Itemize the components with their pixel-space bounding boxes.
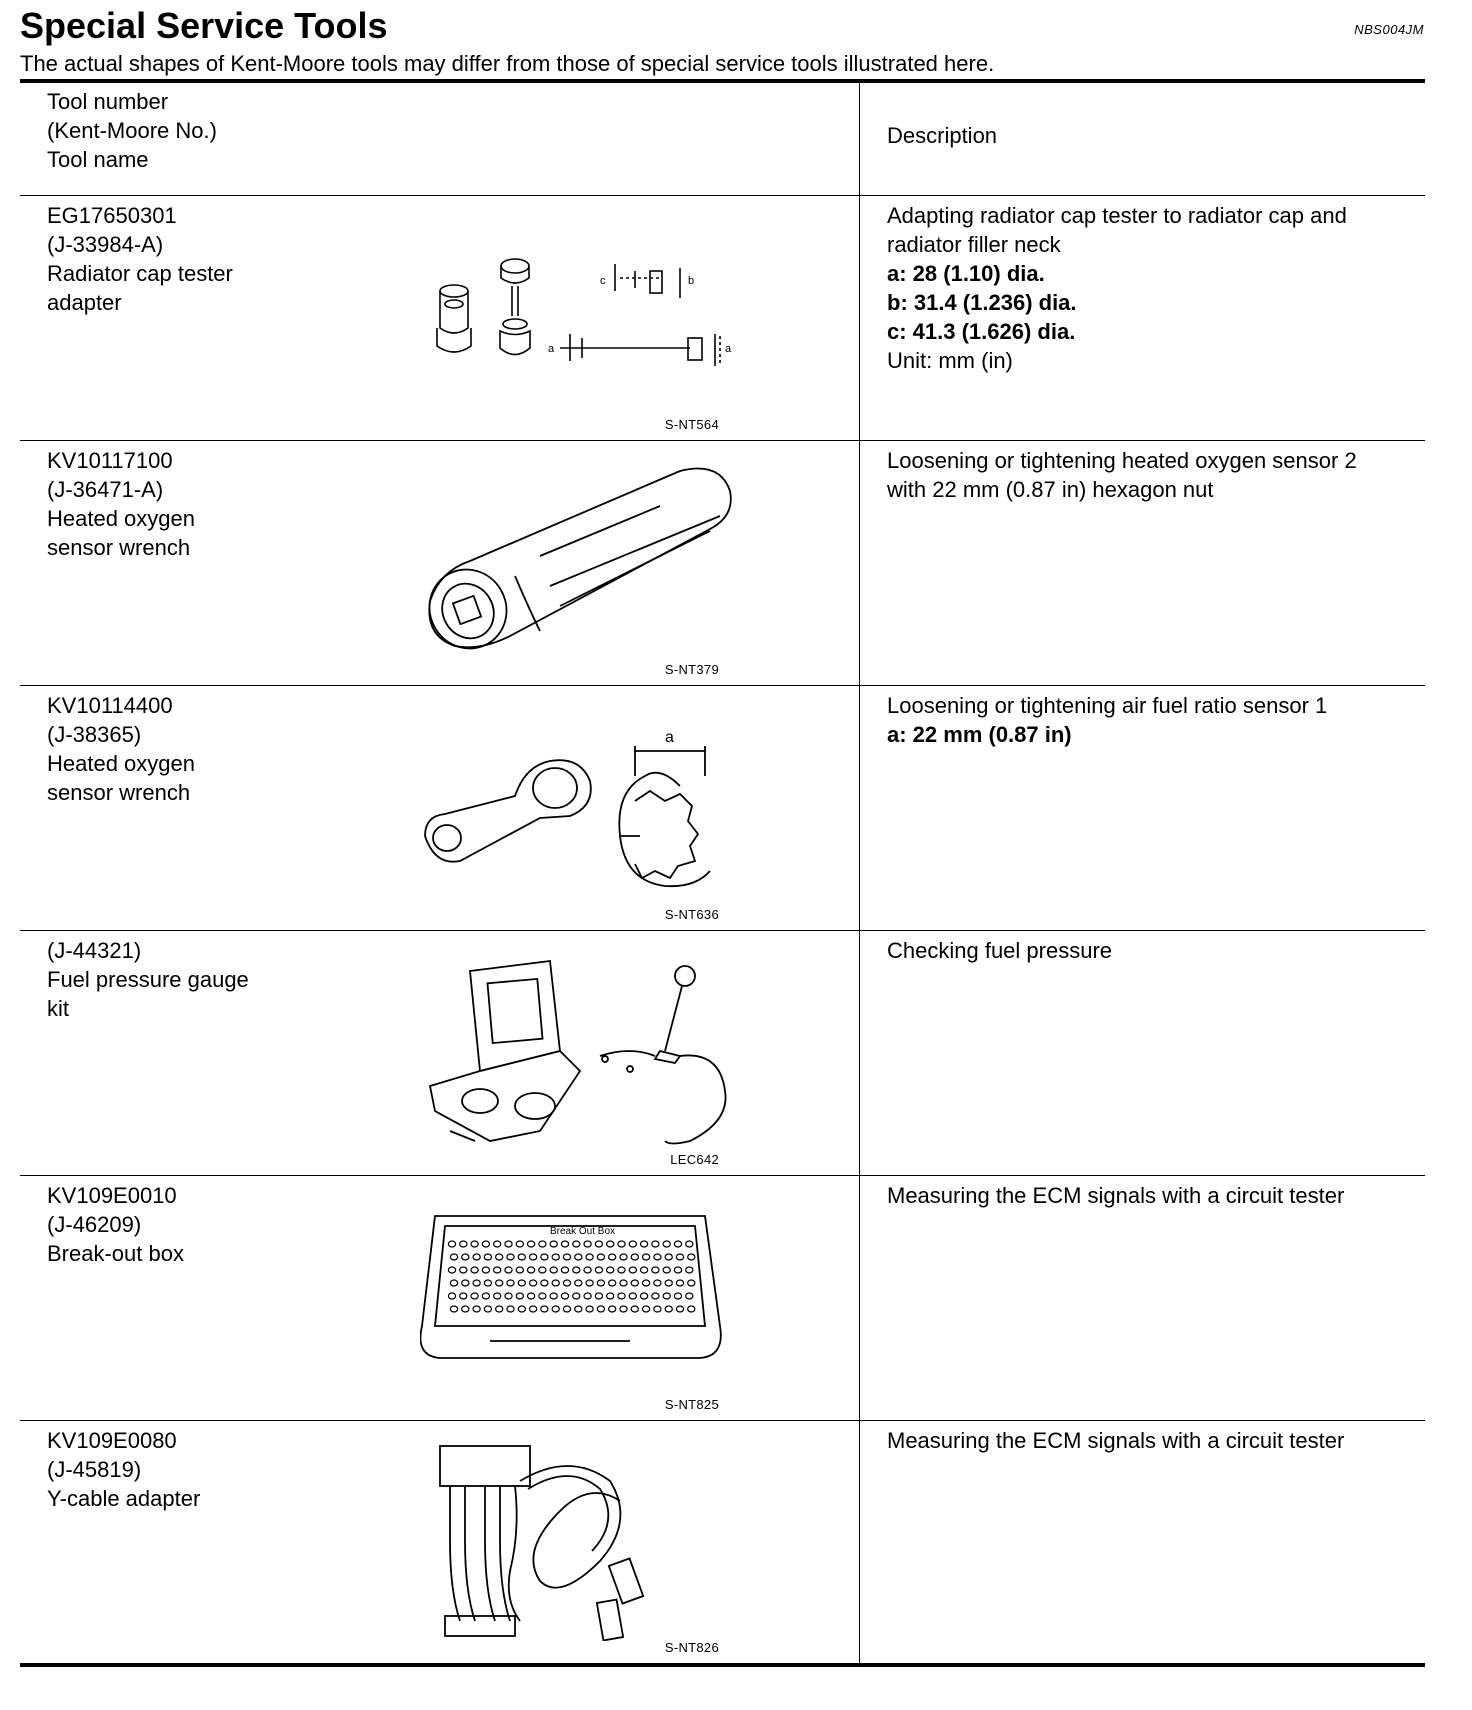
tool-name: Heated oxygen xyxy=(47,751,195,776)
connector-pin xyxy=(448,1241,455,1247)
tool-name: Radiator cap tester xyxy=(47,261,233,286)
connector-pin xyxy=(629,1293,636,1299)
tool-name-cont: sensor wrench xyxy=(47,780,191,805)
connector-pin xyxy=(663,1241,670,1247)
connector-pin xyxy=(688,1254,695,1260)
description-cell xyxy=(860,196,1425,440)
description-cell xyxy=(860,1176,1425,1420)
header-description: Description xyxy=(887,123,998,148)
tool-name: Heated oxygen xyxy=(47,506,195,531)
description-line: Measuring the ECM signals with a circuit tester xyxy=(887,1183,1345,1208)
fuel-pressure-gauge-kit-illustration xyxy=(420,951,780,1151)
connector-pin xyxy=(586,1306,593,1312)
connector-pin xyxy=(607,1293,614,1299)
connector-pin xyxy=(597,1280,604,1286)
connector-pin xyxy=(541,1306,548,1312)
table-row xyxy=(20,1421,1425,1663)
connector-pin xyxy=(663,1293,670,1299)
figure-code: S-NT825 xyxy=(664,1397,719,1412)
table-row xyxy=(20,196,1425,441)
connector-pin xyxy=(482,1293,489,1299)
connector-pin xyxy=(686,1293,693,1299)
connector-pin xyxy=(620,1280,627,1286)
tool-cell xyxy=(20,931,860,1175)
connector-pin xyxy=(631,1254,638,1260)
tool-cell xyxy=(20,1421,860,1663)
connector-pin xyxy=(541,1280,548,1286)
table-row xyxy=(20,931,1425,1176)
connector-pin xyxy=(473,1254,480,1260)
connector-pin xyxy=(450,1306,457,1312)
kent-moore-number: (J-46209) xyxy=(47,1212,142,1237)
connector-pin xyxy=(618,1241,625,1247)
connector-pin xyxy=(496,1254,503,1260)
document-code: NBS004JM xyxy=(1354,22,1424,37)
connector-pin xyxy=(641,1267,648,1273)
heated-oxygen-sensor-socket-illustration xyxy=(420,461,780,661)
tool-number: KV10114400 xyxy=(47,693,173,718)
connector-pin xyxy=(460,1293,467,1299)
connector-pin xyxy=(505,1241,512,1247)
kent-moore-number: (J-44321) xyxy=(47,938,142,963)
description-line: radiator filler neck xyxy=(887,232,1061,257)
table-header-row xyxy=(20,83,1425,196)
connector-pin xyxy=(448,1267,455,1273)
connector-pin xyxy=(654,1280,661,1286)
connector-pin xyxy=(575,1280,582,1286)
connector-pin xyxy=(471,1241,478,1247)
connector-pin xyxy=(530,1280,537,1286)
tool-number: KV109E0010 xyxy=(47,1183,177,1208)
connector-pin xyxy=(597,1306,604,1312)
label-a-left: a xyxy=(548,343,555,355)
connector-pin xyxy=(609,1254,616,1260)
connector-pin xyxy=(584,1293,591,1299)
connector-pin xyxy=(618,1267,625,1273)
connector-pin xyxy=(518,1254,525,1260)
connector-pin xyxy=(528,1293,535,1299)
dimension-c: c: 41.3 (1.626) dia. xyxy=(887,319,1076,344)
connector-pin xyxy=(607,1267,614,1273)
connector-pin xyxy=(473,1306,480,1312)
label-c: c xyxy=(600,275,606,287)
connector-pin xyxy=(552,1280,559,1286)
connector-pin xyxy=(471,1267,478,1273)
connector-pin xyxy=(462,1306,469,1312)
connector-pin xyxy=(552,1306,559,1312)
connector-pin xyxy=(643,1280,650,1286)
page-subtitle: The actual shapes of Kent-Moore tools may differ from those of special service tools illustrated here. xyxy=(20,51,995,76)
connector-pin xyxy=(516,1267,523,1273)
tool-name-cont: adapter xyxy=(47,290,122,315)
connector-pin xyxy=(584,1267,591,1273)
dimension-a: a: 22 mm (0.87 in) xyxy=(887,722,1072,747)
special-service-tools-table xyxy=(20,79,1425,1667)
tool-cell xyxy=(20,196,860,440)
connector-pin xyxy=(643,1306,650,1312)
connector-pin xyxy=(563,1280,570,1286)
label-a: a xyxy=(665,729,674,746)
description-cell xyxy=(860,441,1425,685)
tool-cell xyxy=(20,1176,860,1420)
kent-moore-number: (J-45819) xyxy=(47,1457,142,1482)
tool-number: EG17650301 xyxy=(47,203,177,228)
connector-pin-grid xyxy=(448,1241,695,1312)
connector-pin xyxy=(595,1293,602,1299)
connector-pin xyxy=(676,1254,683,1260)
description-line: Checking fuel pressure xyxy=(887,938,1113,963)
connector-pin xyxy=(674,1293,681,1299)
connector-pin xyxy=(654,1306,661,1312)
connector-pin xyxy=(450,1254,457,1260)
connector-pin xyxy=(528,1267,535,1273)
break-out-box-label: Break Out Box xyxy=(550,1226,616,1237)
page-title: Special Service Tools xyxy=(20,5,388,46)
connector-pin xyxy=(507,1280,514,1286)
connector-pin xyxy=(550,1293,557,1299)
kent-moore-number: (J-33984-A) xyxy=(47,232,164,257)
connector-pin xyxy=(541,1254,548,1260)
connector-pin xyxy=(539,1293,546,1299)
connector-pin xyxy=(643,1254,650,1260)
figure-code: S-NT564 xyxy=(664,417,719,432)
table-row xyxy=(20,686,1425,931)
connector-pin xyxy=(575,1254,582,1260)
connector-pin xyxy=(609,1306,616,1312)
header-kent-moore-no: (Kent-Moore No.) xyxy=(47,118,217,143)
connector-pin xyxy=(665,1254,672,1260)
connector-pin xyxy=(629,1267,636,1273)
connector-pin xyxy=(552,1254,559,1260)
connector-pin xyxy=(494,1241,501,1247)
tool-number: KV10117100 xyxy=(47,448,173,473)
connector-pin xyxy=(530,1306,537,1312)
connector-pin xyxy=(484,1306,491,1312)
description-cell xyxy=(860,686,1425,930)
dimension-b: b: 31.4 (1.236) dia. xyxy=(887,290,1077,315)
tool-name: Break-out box xyxy=(47,1241,184,1266)
connector-pin xyxy=(528,1241,535,1247)
connector-pin xyxy=(516,1293,523,1299)
connector-pin xyxy=(688,1280,695,1286)
connector-pin xyxy=(595,1241,602,1247)
connector-pin xyxy=(575,1306,582,1312)
connector-pin xyxy=(609,1280,616,1286)
table-row xyxy=(20,1176,1425,1421)
connector-pin xyxy=(462,1280,469,1286)
tool-name: Fuel pressure gauge xyxy=(47,967,249,992)
connector-pin xyxy=(652,1241,659,1247)
connector-pin xyxy=(518,1306,525,1312)
tool-number: KV109E0080 xyxy=(47,1428,177,1453)
connector-pin xyxy=(561,1267,568,1273)
connector-pin xyxy=(676,1280,683,1286)
y-cable-adapter-illustration xyxy=(420,1441,780,1641)
connector-pin xyxy=(654,1254,661,1260)
header-tool-number: Tool number xyxy=(47,89,169,114)
description-line: Adapting radiator cap tester to radiator cap and xyxy=(887,203,1347,228)
connector-pin xyxy=(496,1306,503,1312)
header-tool-name: Tool name xyxy=(47,147,149,172)
connector-pin xyxy=(595,1267,602,1273)
connector-pin xyxy=(561,1241,568,1247)
connector-pin xyxy=(505,1293,512,1299)
connector-pin xyxy=(460,1241,467,1247)
connector-pin xyxy=(448,1293,455,1299)
tool-name-cont: kit xyxy=(47,996,69,1021)
connector-pin xyxy=(629,1241,636,1247)
connector-pin xyxy=(563,1254,570,1260)
connector-pin xyxy=(482,1241,489,1247)
connector-pin xyxy=(482,1267,489,1273)
connector-pin xyxy=(573,1241,580,1247)
connector-pin xyxy=(688,1306,695,1312)
label-a-right: a xyxy=(725,343,732,355)
heated-oxygen-sensor-wrench-illustration xyxy=(420,706,780,906)
unit-note: Unit: mm (in) xyxy=(887,348,1013,373)
connector-pin xyxy=(550,1267,557,1273)
connector-pin xyxy=(641,1241,648,1247)
connector-pin xyxy=(665,1306,672,1312)
connector-pin xyxy=(550,1241,557,1247)
description-cell xyxy=(860,1421,1425,1663)
connector-pin xyxy=(641,1293,648,1299)
connector-pin xyxy=(494,1267,501,1273)
connector-pin xyxy=(484,1254,491,1260)
connector-pin xyxy=(473,1280,480,1286)
figure-code: S-NT826 xyxy=(664,1640,719,1655)
connector-pin xyxy=(631,1280,638,1286)
kent-moore-number: (J-36471-A) xyxy=(47,477,164,502)
tool-cell xyxy=(20,686,860,930)
kent-moore-number: (J-38365) xyxy=(47,722,142,747)
connector-pin xyxy=(462,1254,469,1260)
dimension-a: a: 28 (1.10) dia. xyxy=(887,261,1045,286)
connector-pin xyxy=(620,1254,627,1260)
connector-pin xyxy=(507,1254,514,1260)
connector-pin xyxy=(686,1267,693,1273)
tool-cell xyxy=(20,441,860,685)
radiator-cap-tester-adapter-illustration xyxy=(420,216,780,416)
connector-pin xyxy=(494,1293,501,1299)
table-row xyxy=(20,441,1425,686)
connector-pin xyxy=(686,1241,693,1247)
description-cell xyxy=(860,931,1425,1175)
connector-pin xyxy=(484,1280,491,1286)
connector-pin xyxy=(450,1280,457,1286)
connector-pin xyxy=(597,1254,604,1260)
tool-name-cont: sensor wrench xyxy=(47,535,191,560)
connector-pin xyxy=(652,1293,659,1299)
connector-pin xyxy=(618,1293,625,1299)
connector-pin xyxy=(516,1241,523,1247)
connector-pin xyxy=(573,1267,580,1273)
connector-pin xyxy=(674,1267,681,1273)
description-line: with 22 mm (0.87 in) hexagon nut xyxy=(887,477,1214,502)
break-out-box-illustration xyxy=(420,1196,780,1396)
figure-code: S-NT636 xyxy=(664,907,719,922)
header-tool-cell xyxy=(20,83,860,195)
connector-pin xyxy=(573,1293,580,1299)
connector-pin xyxy=(561,1293,568,1299)
connector-pin xyxy=(652,1267,659,1273)
label-b: b xyxy=(688,275,695,287)
connector-pin xyxy=(676,1306,683,1312)
connector-pin xyxy=(663,1267,670,1273)
connector-pin xyxy=(471,1293,478,1299)
connector-pin xyxy=(539,1241,546,1247)
connector-pin xyxy=(496,1280,503,1286)
figure-code: LEC642 xyxy=(670,1152,719,1167)
connector-pin xyxy=(586,1280,593,1286)
connector-pin xyxy=(584,1241,591,1247)
tool-name: Y-cable adapter xyxy=(47,1486,201,1511)
connector-pin xyxy=(460,1267,467,1273)
connector-pin xyxy=(607,1241,614,1247)
description-line: Measuring the ECM signals with a circuit tester xyxy=(887,1428,1345,1453)
connector-pin xyxy=(539,1267,546,1273)
connector-pin xyxy=(586,1254,593,1260)
connector-pin xyxy=(674,1241,681,1247)
description-line: Loosening or tightening heated oxygen sensor 2 xyxy=(887,448,1357,473)
figure-code: S-NT379 xyxy=(664,662,719,677)
connector-pin xyxy=(665,1280,672,1286)
connector-pin xyxy=(631,1306,638,1312)
connector-pin xyxy=(505,1267,512,1273)
connector-pin xyxy=(507,1306,514,1312)
description-line: Loosening or tightening air fuel ratio sensor 1 xyxy=(887,693,1328,718)
connector-pin xyxy=(518,1280,525,1286)
connector-pin xyxy=(620,1306,627,1312)
connector-pin xyxy=(530,1254,537,1260)
connector-pin xyxy=(563,1306,570,1312)
